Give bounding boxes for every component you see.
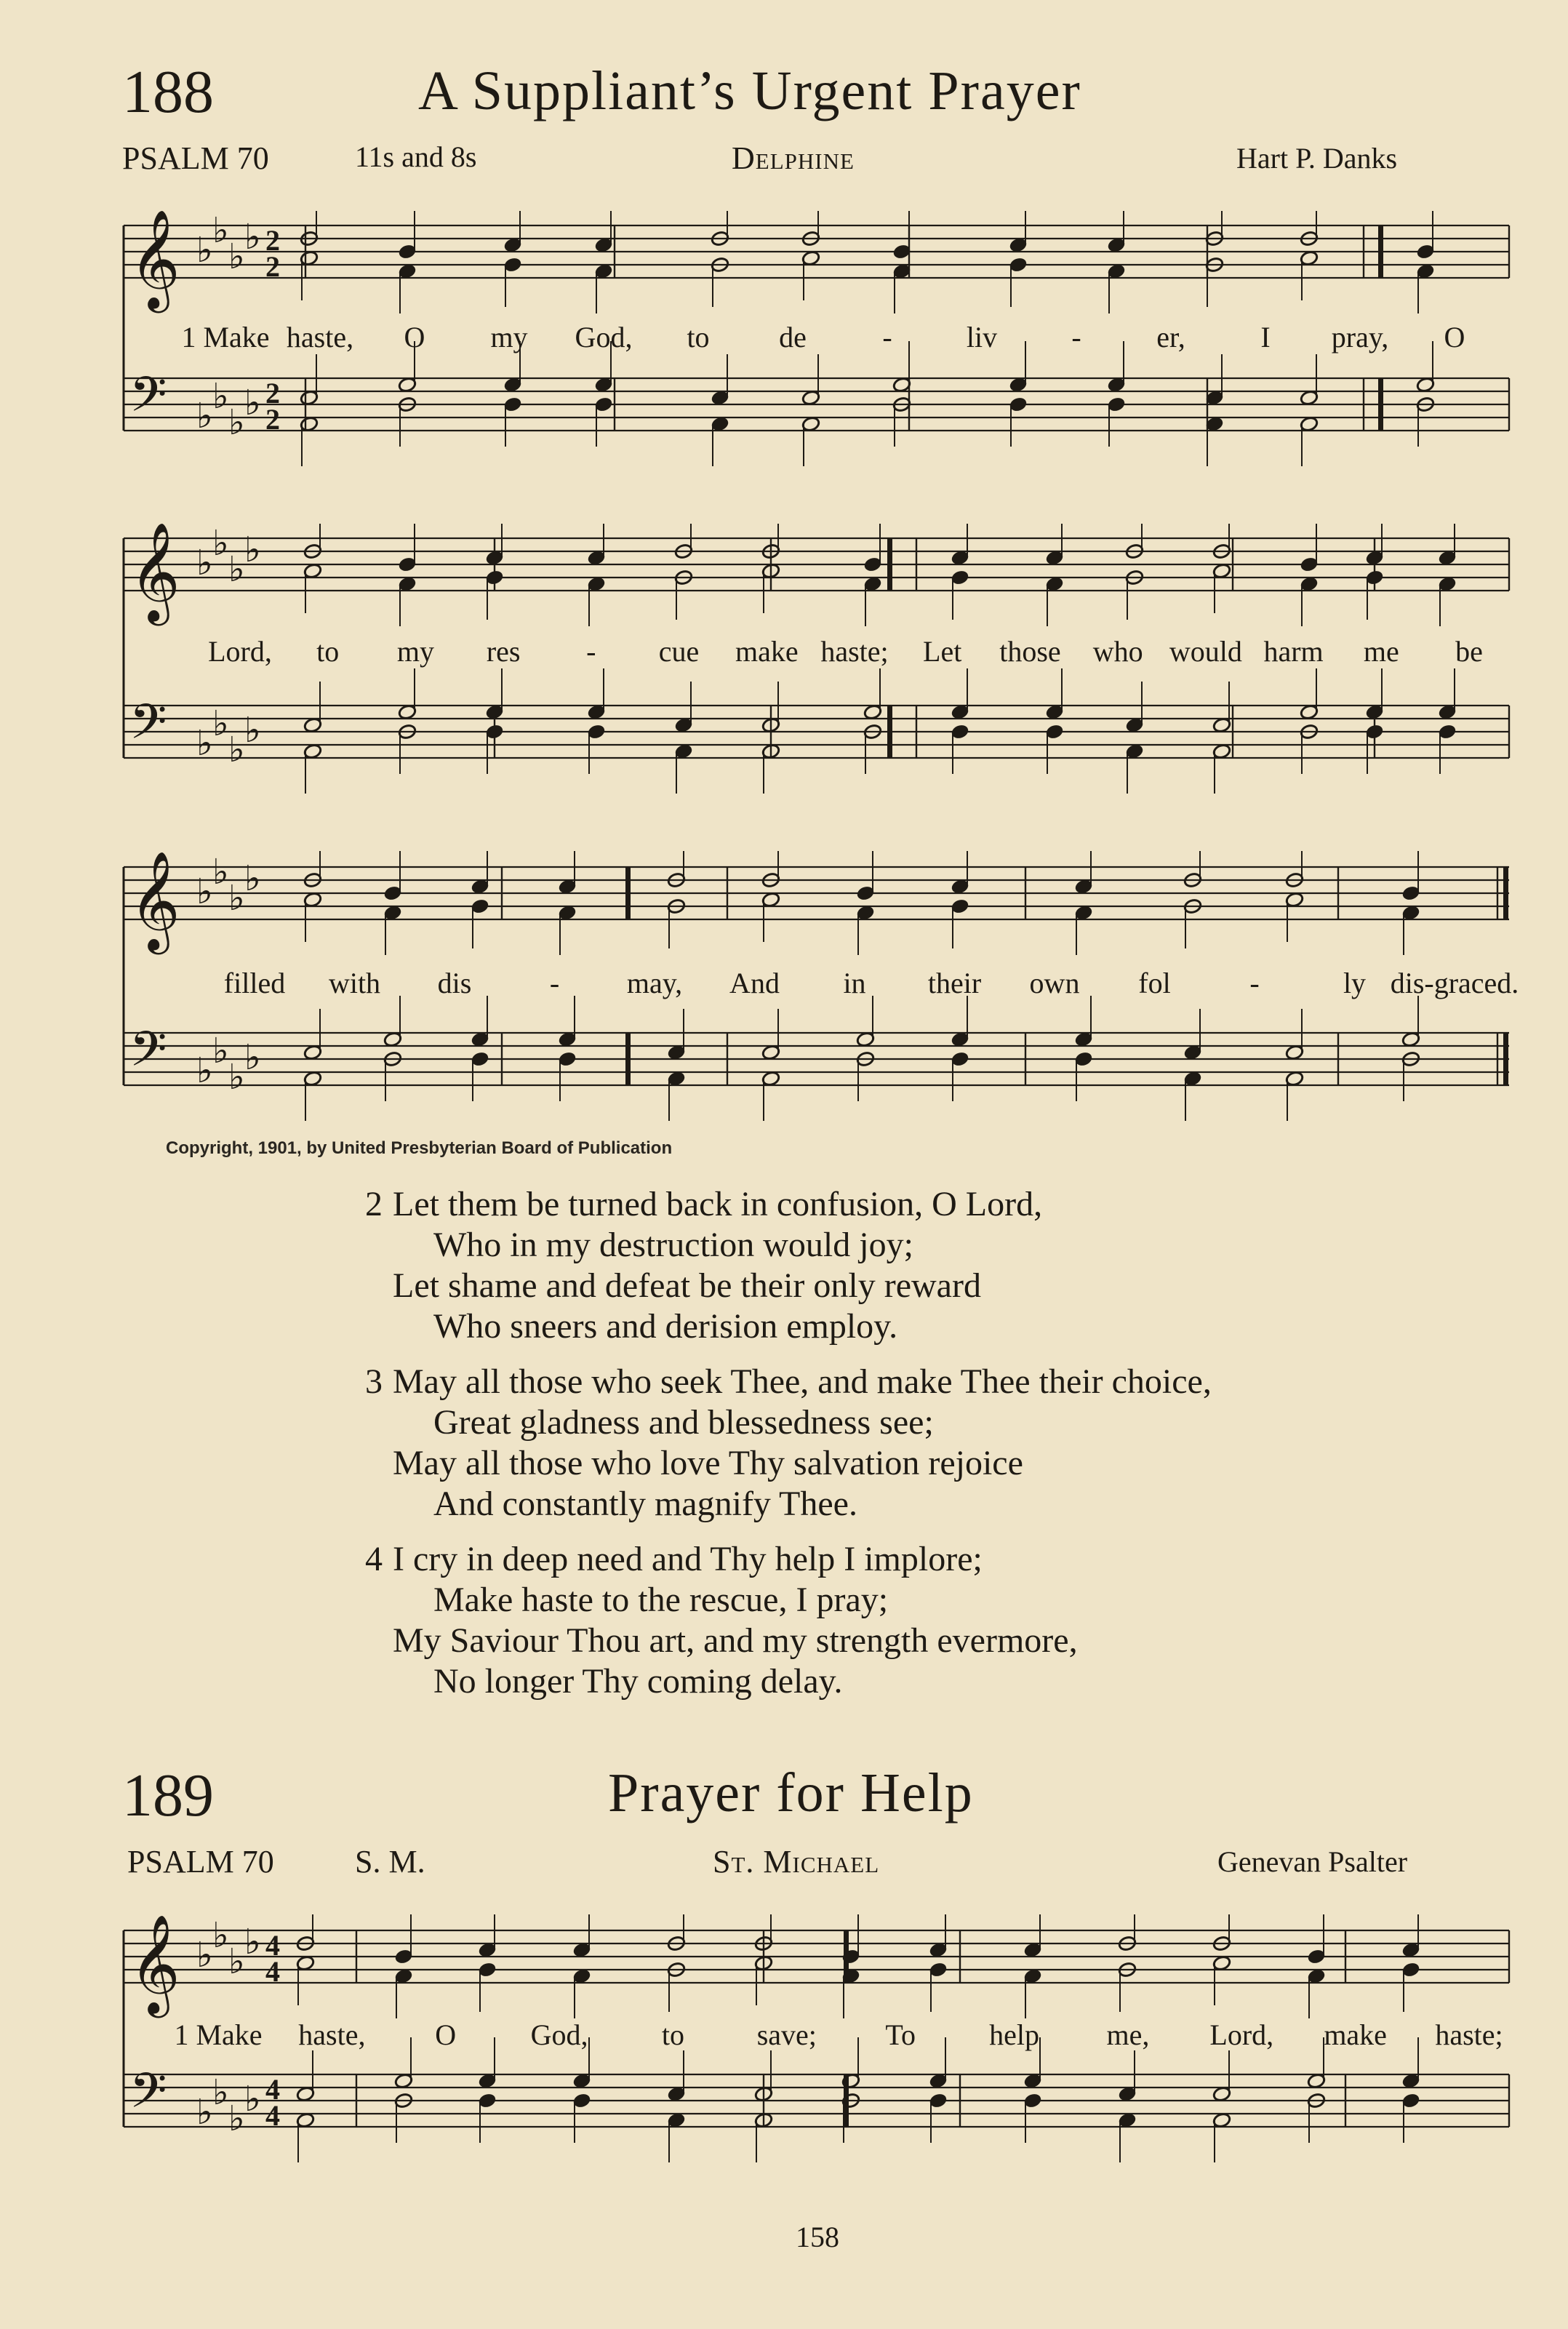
lyric-syllable: er, (1156, 321, 1185, 353)
lyric-syllable: Lord, (208, 635, 272, 668)
svg-text:♭: ♭ (228, 1057, 245, 1098)
svg-text:♭: ♭ (228, 549, 245, 590)
lyric-syllable: save; (756, 2018, 817, 2051)
lyric-syllable: haste, (286, 321, 354, 353)
stanza-line: Who sneers and derision employ. (433, 1307, 898, 1346)
svg-text:4: 4 (265, 2073, 280, 2106)
svg-text:♭: ♭ (244, 383, 261, 423)
svg-text:𝄢: 𝄢 (129, 694, 167, 762)
lyric-syllable: haste, (298, 2018, 366, 2051)
lyric-syllable: me (1363, 635, 1399, 668)
lyric-syllable: their (927, 967, 982, 999)
stanza-number: 3 (365, 1362, 383, 1401)
svg-text:♭: ♭ (196, 1050, 213, 1091)
lyric-syllable: God, (575, 321, 633, 353)
svg-text:♭: ♭ (196, 723, 213, 764)
stanza-line: I cry in deep need and Thy help I implore; (393, 1540, 983, 1578)
lyric-syllable: my (396, 635, 434, 668)
lyric-syllable: to (661, 2018, 685, 2051)
svg-text:𝄢: 𝄢 (129, 2063, 167, 2130)
hymn-title: A Suppliant’s Urgent Prayer (418, 60, 1081, 121)
lyric-syllable: pray, (1331, 321, 1389, 353)
lyric-syllable: To (885, 2018, 916, 2051)
lyric-syllable: - (882, 321, 892, 353)
lyric-syllable: O (435, 2018, 457, 2051)
svg-text:♭: ♭ (196, 1935, 213, 1976)
lyric-syllable: may, (626, 967, 683, 999)
stanza-line: Who in my destruction would joy; (433, 1226, 913, 1264)
svg-text:♭: ♭ (212, 2072, 229, 2113)
svg-text:2: 2 (265, 403, 280, 436)
lyric-syllable: And (729, 967, 780, 999)
lyric-syllable: 1 Make (174, 2018, 263, 2051)
svg-text:♭: ♭ (244, 858, 261, 899)
lyric-syllable: help (989, 2018, 1039, 2051)
svg-text:♭: ♭ (212, 524, 229, 564)
lyric-syllable: own (1029, 967, 1080, 999)
lyric-syllable: my (490, 321, 528, 353)
lyric-syllable: - (586, 635, 596, 668)
svg-text:𝄞: 𝄞 (129, 211, 180, 308)
lyric-syllable: dis (437, 967, 472, 999)
svg-text:♭: ♭ (196, 871, 213, 912)
stanza-2 (365, 1184, 1043, 1347)
svg-text:♭: ♭ (228, 236, 245, 277)
hymn-title: Prayer for Help (608, 1762, 974, 1823)
lyric-line-2 (0, 634, 1568, 671)
lyric-syllable: liv (966, 321, 998, 353)
svg-text:♭: ♭ (244, 1922, 261, 1962)
svg-text:♭: ♭ (196, 396, 213, 436)
svg-text:2: 2 (265, 377, 280, 410)
svg-text:♭: ♭ (228, 402, 245, 443)
stanza-line: May all those who seek Thee, and make Thee their choice, (393, 1362, 1212, 1401)
stanza-4 (365, 1539, 1078, 1702)
svg-text:♭: ♭ (244, 1037, 261, 1078)
lyric-syllable: ly (1343, 967, 1367, 999)
svg-text:♭: ♭ (244, 217, 261, 257)
lyric-syllable: who (1092, 635, 1143, 668)
lyric-syllable: in (843, 967, 866, 999)
lyric-line-1 (0, 320, 1568, 356)
lyric-syllable: de (779, 321, 807, 353)
lyric-syllable: cue (658, 635, 700, 668)
lyric-syllable: filled (223, 967, 286, 999)
lyric-syllable: make (735, 635, 799, 668)
svg-text:♭: ♭ (244, 710, 261, 751)
stanza-line: Great gladness and blessedness see; (433, 1403, 934, 1442)
svg-text:4: 4 (265, 2099, 280, 2132)
lyric-syllable: Lord, (1209, 2018, 1274, 2051)
stanza-line: And constantly magnify Thee. (433, 1485, 857, 1523)
lyric-line-4 (0, 2018, 1568, 2054)
lyric-syllable: - (1249, 967, 1260, 999)
svg-text:♭: ♭ (228, 1941, 245, 1982)
svg-text:♭: ♭ (212, 1915, 229, 1956)
lyric-syllable: those (999, 635, 1061, 668)
svg-text:♭: ♭ (196, 2092, 213, 2133)
stanza-3 (365, 1362, 1212, 1525)
lyric-syllable: haste; (820, 635, 889, 668)
svg-text:♭: ♭ (244, 2079, 261, 2120)
svg-text:4: 4 (265, 1955, 280, 1988)
lyric-syllable: to (316, 635, 340, 668)
page-number: 158 (796, 2221, 839, 2253)
music-system-4 (116, 1914, 1520, 2205)
lyric-syllable: I (1260, 321, 1271, 353)
lyric-syllable: dis-graced. (1390, 967, 1519, 999)
lyric-syllable: to (687, 321, 710, 353)
lyric-syllable: Let (923, 635, 962, 668)
meter: S. M. (355, 1844, 425, 1879)
svg-text:♭: ♭ (244, 530, 261, 570)
svg-text:♭: ♭ (212, 852, 229, 892)
svg-text:♭: ♭ (212, 703, 229, 744)
svg-text:♭: ♭ (228, 878, 245, 919)
svg-text:2: 2 (265, 250, 280, 283)
psalm-reference: PSALM 70 (122, 140, 269, 176)
psalm-reference: PSALM 70 (127, 1844, 274, 1879)
svg-text:𝄞: 𝄞 (129, 851, 180, 950)
lyric-syllable: would (1169, 635, 1242, 668)
hymn-number: 188 (122, 58, 214, 126)
stanza-number: 4 (365, 1540, 383, 1578)
svg-text:♭: ♭ (212, 211, 229, 251)
lyric-syllable: - (1071, 321, 1081, 353)
composer: Genevan Psalter (1217, 1845, 1408, 1878)
svg-text:𝄞: 𝄞 (129, 1914, 180, 2013)
composer: Hart P. Danks (1236, 142, 1398, 175)
svg-text:♭: ♭ (228, 2098, 245, 2139)
stanza-line: No longer Thy coming delay. (433, 1662, 843, 1701)
lyric-line-3 (0, 966, 1568, 1002)
svg-text:𝄞: 𝄞 (129, 524, 180, 621)
stanza-line: Let them be turned back in confusion, O Lord, (393, 1185, 1043, 1223)
svg-text:𝄢: 𝄢 (129, 367, 167, 434)
tune-name: St. Michael (713, 1844, 880, 1879)
lyric-syllable: 1 Make (181, 321, 270, 353)
lyric-syllable: be (1455, 635, 1483, 668)
svg-text:4: 4 (265, 1929, 280, 1962)
copyright-notice: Copyright, 1901, by United Presbyterian Board of Publication (166, 1138, 673, 1158)
lyric-syllable: O (1444, 321, 1465, 353)
meter: 11s and 8s (355, 140, 477, 173)
stanza-line: Make haste to the rescue, I pray; (433, 1581, 889, 1619)
lyric-syllable: - (549, 967, 560, 999)
lyric-syllable: harm (1263, 635, 1324, 668)
music-system-1 (116, 211, 1520, 502)
svg-text:𝄢: 𝄢 (129, 1021, 167, 1089)
svg-text:2: 2 (265, 224, 280, 257)
lyric-syllable: make (1324, 2018, 1387, 2051)
svg-text:♭: ♭ (196, 543, 213, 583)
lyric-syllable: fol (1138, 967, 1171, 999)
lyric-syllable: with (328, 967, 381, 999)
lyric-syllable: haste; (1435, 2018, 1503, 2051)
lyric-syllable: O (404, 321, 425, 353)
lyric-syllable: me, (1106, 2018, 1150, 2051)
stanza-line: My Saviour Thou art, and my strength evermore, (393, 1621, 1078, 1660)
lyric-syllable: God, (530, 2018, 588, 2051)
tune-name: Delphine (732, 140, 855, 176)
svg-text:♭: ♭ (212, 1031, 229, 1071)
svg-text:♭: ♭ (212, 376, 229, 417)
lyric-syllable: res (486, 635, 521, 668)
stanza-line: May all those who love Thy salvation rejoice (393, 1444, 1023, 1482)
svg-text:♭: ♭ (196, 230, 213, 271)
hymn-number: 189 (122, 1762, 214, 1829)
stanza-number: 2 (365, 1185, 383, 1223)
stanza-line: Let shame and defeat be their only reward (393, 1266, 981, 1305)
svg-text:♭: ♭ (228, 730, 245, 770)
